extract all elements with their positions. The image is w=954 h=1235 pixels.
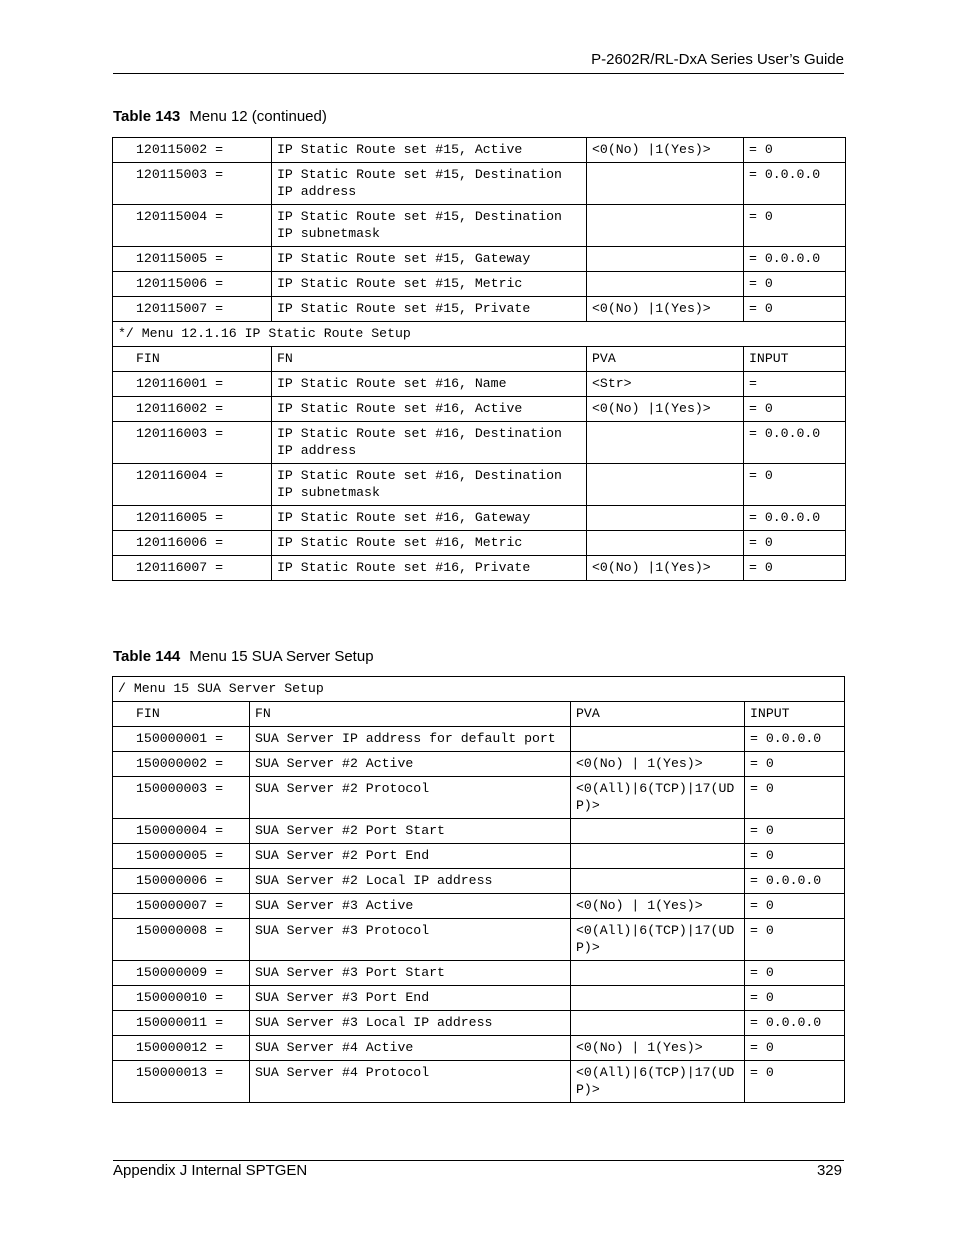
- pva-cell: <0(No) |1(Yes)>: [587, 556, 744, 581]
- pva-cell: [571, 819, 745, 844]
- pva-cell: PVA: [587, 347, 744, 372]
- fn-cell: SUA Server #2 Protocol: [250, 777, 571, 819]
- fn-cell: IP Static Route set #15, Destination IP address: [272, 163, 587, 205]
- fn-cell: IP Static Route set #16, Active: [272, 397, 587, 422]
- input-cell: = 0.0.0.0: [744, 506, 846, 531]
- table-144-caption: [113, 648, 374, 665]
- fin-cell: 150000008 =: [113, 919, 250, 961]
- fin-cell: 150000005 =: [113, 844, 250, 869]
- input-cell: = 0: [744, 397, 846, 422]
- table-row: [113, 1036, 845, 1061]
- table-144-caption-text: Menu 15 SUA Server Setup: [189, 648, 374, 665]
- fn-cell: FN: [250, 702, 571, 727]
- fin-cell: FIN: [113, 347, 272, 372]
- fin-cell: 120116006 =: [113, 531, 272, 556]
- table-row: [113, 844, 845, 869]
- input-cell: = 0: [744, 138, 846, 163]
- fn-cell: SUA Server #2 Port End: [250, 844, 571, 869]
- input-cell: =: [744, 372, 846, 397]
- input-cell: = 0: [744, 556, 846, 581]
- input-cell: INPUT: [745, 702, 845, 727]
- pva-cell: [571, 961, 745, 986]
- fn-cell: SUA Server IP address for default port: [250, 727, 571, 752]
- pva-cell: [571, 1011, 745, 1036]
- fin-cell: 150000003 =: [113, 777, 250, 819]
- fin-cell: 120115006 =: [113, 272, 272, 297]
- input-cell: = 0: [745, 1061, 845, 1103]
- section-title: */ Menu 12.1.16 IP Static Route Setup: [113, 322, 846, 347]
- table-row: [113, 138, 846, 163]
- fn-cell: IP Static Route set #15, Private: [272, 297, 587, 322]
- fin-cell: 120116003 =: [113, 422, 272, 464]
- fin-cell: 120115007 =: [113, 297, 272, 322]
- pva-cell: <0(No) | 1(Yes)>: [571, 894, 745, 919]
- pva-cell: <0(No) | 1(Yes)>: [571, 752, 745, 777]
- pva-cell: [571, 727, 745, 752]
- section-row: [113, 677, 845, 702]
- input-cell: = 0: [744, 205, 846, 247]
- fn-cell: FN: [272, 347, 587, 372]
- fn-cell: IP Static Route set #16, Destination IP subnetmask: [272, 464, 587, 506]
- table-row: [113, 986, 845, 1011]
- input-cell: = 0.0.0.0: [745, 727, 845, 752]
- fin-cell: 150000006 =: [113, 869, 250, 894]
- fin-cell: 150000009 =: [113, 961, 250, 986]
- fin-cell: 120116005 =: [113, 506, 272, 531]
- fn-cell: IP Static Route set #16, Gateway: [272, 506, 587, 531]
- fn-cell: SUA Server #2 Port Start: [250, 819, 571, 844]
- fn-cell: IP Static Route set #15, Gateway: [272, 247, 587, 272]
- footer-section-title: Appendix J Internal SPTGEN: [113, 1162, 308, 1179]
- table-row: [113, 819, 845, 844]
- running-header: P-2602R/RL-DxA Series User’s Guide: [591, 51, 844, 68]
- pva-cell: [587, 247, 744, 272]
- pva-cell: [571, 844, 745, 869]
- fn-cell: IP Static Route set #16, Metric: [272, 531, 587, 556]
- pva-cell: <0(No) |1(Yes)>: [587, 138, 744, 163]
- fn-cell: SUA Server #2 Local IP address: [250, 869, 571, 894]
- table-144-body: [113, 677, 845, 1103]
- fn-cell: IP Static Route set #15, Active: [272, 138, 587, 163]
- input-cell: = 0: [745, 1036, 845, 1061]
- fin-cell: 150000010 =: [113, 986, 250, 1011]
- fin-cell: 120116001 =: [113, 372, 272, 397]
- table-row: [113, 727, 845, 752]
- input-cell: INPUT: [744, 347, 846, 372]
- input-cell: = 0: [745, 777, 845, 819]
- pva-cell: <0(No) |1(Yes)>: [587, 397, 744, 422]
- fn-cell: SUA Server #3 Active: [250, 894, 571, 919]
- table-row: [113, 163, 846, 205]
- fn-cell: IP Static Route set #16, Private: [272, 556, 587, 581]
- pva-cell: [587, 163, 744, 205]
- input-cell: = 0: [744, 297, 846, 322]
- fn-cell: IP Static Route set #16, Name: [272, 372, 587, 397]
- fn-cell: SUA Server #2 Active: [250, 752, 571, 777]
- table-143-caption-text: Menu 12 (continued): [189, 108, 327, 125]
- pva-cell: [587, 464, 744, 506]
- fn-cell: IP Static Route set #15, Destination IP subnetmask: [272, 205, 587, 247]
- table-row: [113, 464, 846, 506]
- fin-cell: 150000012 =: [113, 1036, 250, 1061]
- table-143: [112, 137, 846, 581]
- input-cell: = 0: [745, 819, 845, 844]
- pva-cell: <0(All)|6(TCP)|17(UDP)>: [571, 1061, 745, 1103]
- footer-rule: [113, 1160, 844, 1161]
- table-row: [113, 1011, 845, 1036]
- header-row: [113, 347, 846, 372]
- table-144: [112, 676, 845, 1103]
- fn-cell: IP Static Route set #15, Metric: [272, 272, 587, 297]
- fin-cell: 120115003 =: [113, 163, 272, 205]
- input-cell: = 0: [745, 919, 845, 961]
- table-143-caption: [113, 108, 327, 125]
- pva-cell: [587, 506, 744, 531]
- table-row: [113, 919, 845, 961]
- table-144-caption-label: Table 144: [113, 648, 181, 665]
- table-row: [113, 777, 845, 819]
- fn-cell: SUA Server #3 Port Start: [250, 961, 571, 986]
- input-cell: = 0.0.0.0: [745, 869, 845, 894]
- pva-cell: [571, 869, 745, 894]
- pva-cell: [587, 272, 744, 297]
- pva-cell: PVA: [571, 702, 745, 727]
- fn-cell: SUA Server #3 Protocol: [250, 919, 571, 961]
- fin-cell: 120115002 =: [113, 138, 272, 163]
- table-row: [113, 205, 846, 247]
- pva-cell: <Str>: [587, 372, 744, 397]
- fin-cell: 120116007 =: [113, 556, 272, 581]
- fin-cell: 150000013 =: [113, 1061, 250, 1103]
- table-row: [113, 397, 846, 422]
- table-143-body: [113, 138, 846, 581]
- input-cell: = 0: [745, 961, 845, 986]
- fin-cell: 150000007 =: [113, 894, 250, 919]
- fin-cell: 150000011 =: [113, 1011, 250, 1036]
- pva-cell: <0(No) | 1(Yes)>: [571, 1036, 745, 1061]
- input-cell: = 0.0.0.0: [744, 422, 846, 464]
- input-cell: = 0: [744, 531, 846, 556]
- fin-cell: 150000002 =: [113, 752, 250, 777]
- input-cell: = 0: [745, 894, 845, 919]
- table-row: [113, 531, 846, 556]
- pva-cell: [571, 986, 745, 1011]
- table-row: [113, 372, 846, 397]
- table-row: [113, 1061, 845, 1103]
- table-row: [113, 556, 846, 581]
- fin-cell: 150000001 =: [113, 727, 250, 752]
- section-row: [113, 322, 846, 347]
- input-cell: = 0.0.0.0: [745, 1011, 845, 1036]
- table-row: [113, 752, 845, 777]
- pva-cell: <0(All)|6(TCP)|17(UDP)>: [571, 919, 745, 961]
- fn-cell: SUA Server #4 Active: [250, 1036, 571, 1061]
- input-cell: = 0.0.0.0: [744, 247, 846, 272]
- table-row: [113, 961, 845, 986]
- table-row: [113, 297, 846, 322]
- input-cell: = 0.0.0.0: [744, 163, 846, 205]
- fin-cell: 120116004 =: [113, 464, 272, 506]
- input-cell: = 0: [745, 752, 845, 777]
- fn-cell: SUA Server #3 Port End: [250, 986, 571, 1011]
- section-title: / Menu 15 SUA Server Setup: [113, 677, 845, 702]
- pva-cell: <0(No) |1(Yes)>: [587, 297, 744, 322]
- page-number: 329: [816, 1162, 842, 1179]
- fn-cell: SUA Server #3 Local IP address: [250, 1011, 571, 1036]
- pva-cell: [587, 531, 744, 556]
- table-row: [113, 422, 846, 464]
- input-cell: = 0: [744, 464, 846, 506]
- table-row: [113, 247, 846, 272]
- input-cell: = 0: [744, 272, 846, 297]
- header-row: [113, 702, 845, 727]
- pva-cell: [587, 205, 744, 247]
- input-cell: = 0: [745, 844, 845, 869]
- table-143-caption-label: Table 143: [113, 108, 181, 125]
- table-row: [113, 506, 846, 531]
- header-rule: [113, 73, 844, 74]
- input-cell: = 0: [745, 986, 845, 1011]
- fin-cell: 150000004 =: [113, 819, 250, 844]
- fn-cell: IP Static Route set #16, Destination IP address: [272, 422, 587, 464]
- fin-cell: 120116002 =: [113, 397, 272, 422]
- table-row: [113, 869, 845, 894]
- pva-cell: <0(All)|6(TCP)|17(UDP)>: [571, 777, 745, 819]
- table-row: [113, 894, 845, 919]
- fn-cell: SUA Server #4 Protocol: [250, 1061, 571, 1103]
- pva-cell: [587, 422, 744, 464]
- table-row: [113, 272, 846, 297]
- fin-cell: 120115005 =: [113, 247, 272, 272]
- fin-cell: FIN: [113, 702, 250, 727]
- fin-cell: 120115004 =: [113, 205, 272, 247]
